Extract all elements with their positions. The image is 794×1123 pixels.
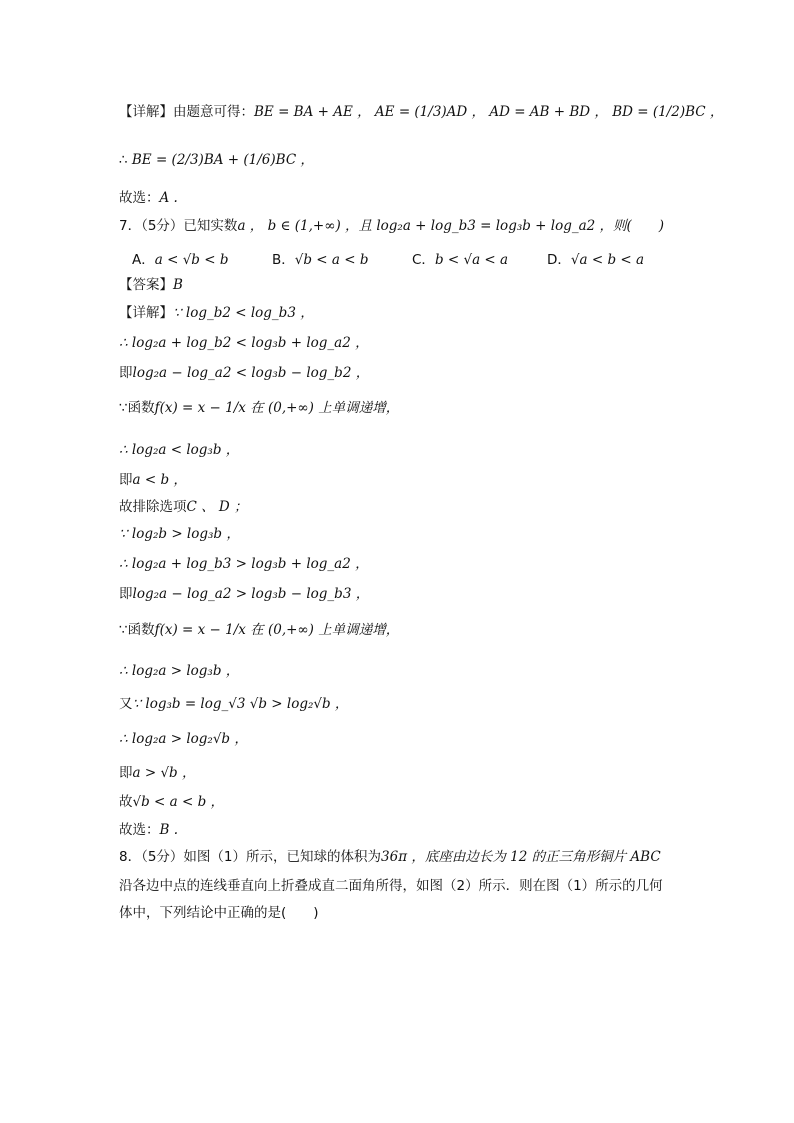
- question-8-line-2: 沿各边中点的连线垂直向上折叠成直二面角所得，如图（2）所示．则在图（1）所示的几何: [119, 878, 663, 894]
- solution-line-19: 又∵ log₃b = log_√3 √b > log₂√b ，: [119, 696, 349, 712]
- answer-line: 【答案】B: [119, 277, 183, 293]
- solution-line-9: 即log₂a − log_a2 < log₃b − log_b2 ，: [119, 365, 370, 381]
- solution-line-20: ∴ log₂a > log₂√b ，: [119, 731, 248, 747]
- solution-line-23: 故选：B .: [119, 822, 179, 838]
- solution-line-2: ∴ BE = (2/3)BA + (1/6)BC ，: [119, 152, 314, 168]
- solution-line-22: 故√b < a < b ，: [119, 794, 225, 810]
- solution-line-13: 故排除选项C 、 D ；: [119, 499, 248, 515]
- question-8-line-3: 体中，下列结论中正确的是( ): [119, 905, 319, 921]
- solution-line-12: 即a < b ，: [119, 472, 187, 488]
- question-7: 7．（5分）已知实数a ， b ∈ (1,+∞) ，且 log₂a + log_b3 = log₃b + log_a2 ，则( ): [119, 218, 665, 234]
- solution-line-17: ∵函数f(x) = x − 1/x 在 (0,+∞) 上单调递增，: [119, 622, 400, 638]
- solution-line-15: ∴ log₂a + log_b3 > log₃b + log_a2 ，: [119, 556, 369, 572]
- question-8-line-1: 8．（5分）如图（1）所示，已知球的体积为36π ，底座由边长为 12 的正三角形铜片 ABC: [119, 849, 661, 865]
- option-d: D．√a < b < a: [547, 252, 645, 268]
- option-b: B．√b < a < b: [272, 252, 369, 268]
- solution-line-16: 即log₂a − log_a2 > log₃b − log_b3 ，: [119, 586, 370, 602]
- option-a: A．a < √b < b: [132, 252, 229, 268]
- solution-line-11: ∴ log₂a < log₃b ，: [119, 442, 240, 458]
- solution-line-3: 故选：A .: [119, 190, 178, 206]
- question-7-options: [132, 248, 692, 268]
- solution-line-10: ∵函数f(x) = x − 1/x 在 (0,+∞) 上单调递增，: [119, 400, 400, 416]
- solution-line-7: 【详解】∵ log_b2 < log_b3 ，: [119, 305, 314, 321]
- solution-line-1: 【详解】由题意可得：BE = BA + AE ， AE = (1/3)AD ， AD = AB + BD ， BD = (1/2)BC ，: [119, 104, 724, 120]
- solution-line-14: ∵ log₂b > log₃b ，: [119, 526, 240, 542]
- solution-line-8: ∴ log₂a + log_b2 < log₃b + log_a2 ，: [119, 335, 369, 351]
- solution-line-21: 即a > √b ，: [119, 765, 196, 781]
- solution-line-18: ∴ log₂a > log₃b ，: [119, 663, 240, 679]
- option-c: C．b < √a < a: [412, 252, 509, 268]
